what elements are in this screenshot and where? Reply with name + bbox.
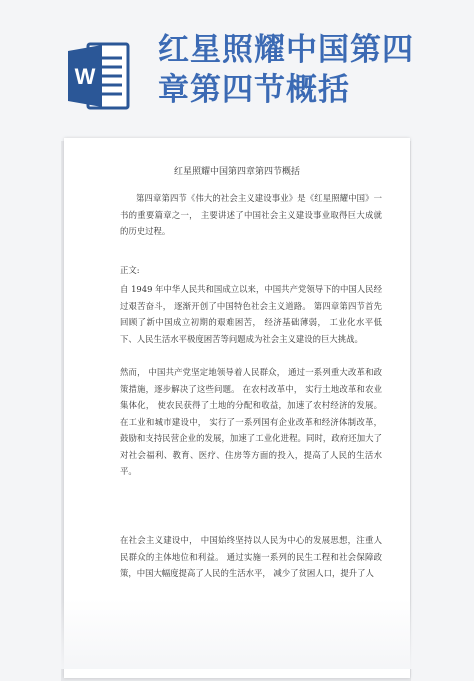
page-title-line-2: 章第四节概括 bbox=[158, 72, 350, 108]
word-document-icon bbox=[68, 42, 130, 110]
page-title-line-1: 红星照耀中国第四 bbox=[158, 32, 414, 68]
body-paragraph: 自 1949 年中华人民共和国成立以来，中国共产党领导下的中国人民经过艰苦奋斗， 逐渐开创了中国特色社会主义道路。 第四章第四节首先回顾了新中国成立初期的艰难困苦， 经济基础薄弱， 工业化水平低下、人民生活水平极度困苦等问题成为社会主义建设的巨大挑战。 bbox=[120, 284, 382, 344]
intro-paragraph: 第四章第四节《伟大的社会主义建设事业》是《红星照耀中国》一书的重要篇章之一， 主要讲述了中国社会主义建设事业取得巨大成就的历史过程。 bbox=[120, 193, 382, 236]
body-paragraph: 在社会主义建设中， 中国始终坚持以人民为中心的发展思想，注重人民群众的主体地位和利益。 通过实施一系列的民生工程和社会保障政策，中国大幅度提高了人民的生活水平， 减少了贫困人口，提升了人 bbox=[120, 535, 382, 578]
bottom-fade bbox=[0, 599, 474, 669]
document-title: 红星照耀中国第四章第四节概括 bbox=[173, 167, 300, 177]
body-paragraph: 然而， 中国共产党坚定地领导着人民群众， 通过一系列重大改革和政策措施，逐步解决了这些问题。 在农村改革中， 实行土地改革和农业集体化， 使农民获得了土地的分配和收益，加速了农村经济的发展。在工业和城市建设中， 实行了一系列国有企业改革和经济体制改革，鼓励和支持民营企业的发展，加速了工业化进程。同时，政府还加大了对社会福利、教育、医疗、住房等方面的投入，提高了人民的生活水平。 bbox=[120, 367, 382, 476]
body-label: 正文: bbox=[120, 265, 140, 275]
header-banner bbox=[0, 0, 474, 140]
page-title bbox=[158, 30, 458, 110]
document-page bbox=[64, 138, 410, 678]
word-logo-letter: W bbox=[74, 64, 96, 89]
